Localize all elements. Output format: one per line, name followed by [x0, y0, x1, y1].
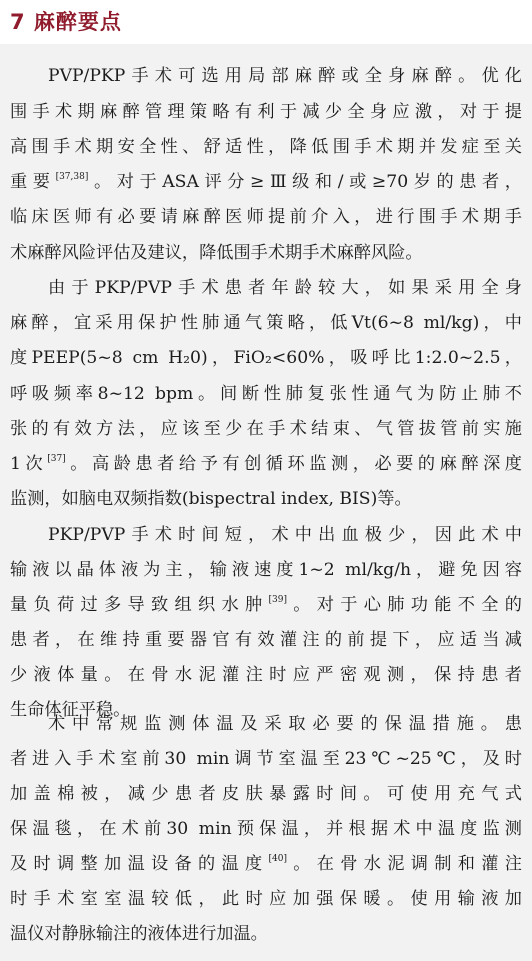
paragraph-3-line-4: 患者，在维持重要器官有效灌注的前提下，应适当减 [10, 630, 522, 650]
paragraph-3-line-1: PKP/PVP手术时间短，术中出血极少，因此术中 [48, 525, 522, 545]
citation-ref: [37,38] [55, 172, 89, 182]
paragraph-1-line-3: 高围手术期安全性、舒适性，降低围手术期并发症至关 [10, 137, 522, 157]
citation-ref: [39] [268, 595, 287, 605]
paragraph-2-line-6: 1次[37]。高龄患者给予有创循环监测，必要的麻醉深度 [10, 454, 522, 474]
section-title: 7 麻醉要点 [10, 10, 122, 34]
citation-ref: [37] [47, 454, 66, 464]
paragraph-4-line-4: 保温毯，在术前30 min预保温，并根据术中温度监测 [10, 819, 522, 839]
paragraph-2-line-1: 由于PKP/PVP手术患者年龄较大，如果采用全身 [48, 278, 522, 298]
paragraph-2-line-3: 度PEEP(5~8 cm H₂0)，FiO₂<60%，吸呼比1:2.0~2.5， [10, 348, 522, 368]
paragraph-3-line-3: 量负荷过多导致组织水肿[39]。对于心肺功能不全的 [10, 595, 522, 615]
paragraph-2-line-4: 呼吸频率8~12 bpm。间断性肺复张性通气为防止肺不 [10, 384, 522, 404]
paragraph-3-line-5: 少液体量。在骨水泥灌注时应严密观测，保持患者 [10, 665, 522, 685]
paragraph-4-line-1: 术中常规监测体温及采取必要的保温措施。患 [48, 714, 522, 734]
paragraph-2-line-2: 麻醉，宜采用保护性肺通气策略，低Vt(6~8 ml/kg)，中 [10, 313, 522, 333]
paragraph-4-line-5: 及时调整加温设备的温度[40]。在骨水泥调制和灌注 [10, 854, 522, 874]
paragraph-1-line-1: PVP/PKP手术可选用局部麻醉或全身麻醉。优化 [48, 66, 522, 86]
paragraph-4-line-2: 者进入手术室前30 min调节室温至23℃~25℃，及时 [10, 749, 522, 769]
paragraph-3-line-2: 输液以晶体液为主，输液速度1~2 ml/kg/h，避免因容 [10, 560, 522, 580]
paragraph-1-line-4: 重要[37,38]。对于ASA评分≥Ⅲ级和/或≥70岁的患者， [10, 172, 522, 192]
paragraph-3-line-6: 生命体征平稳。 [10, 700, 131, 720]
paragraph-4-line-3: 加盖棉被，减少患者皮肤暴露时间。可使用充气式 [10, 784, 522, 804]
paragraph-2-line-7: 监测，如脑电双频指数(bispectral index, BIS)等。 [10, 489, 412, 509]
paragraph-1-line-6: 术麻醉风险评估及建议，降低围手术期手术麻醉风险。 [10, 243, 423, 263]
section-header [0, 0, 532, 44]
paragraph-1-line-5: 临床医师有必要请麻醉医师提前介入，进行围手术期手 [10, 207, 522, 227]
paragraph-4-line-6: 时手术室室温较低，此时应加强保暖。使用输液加 [10, 889, 522, 909]
paragraph-4-line-7: 温仪对静脉输注的液体进行加温。 [10, 924, 268, 944]
citation-ref: [40] [268, 854, 287, 864]
paragraph-1-line-2: 围手术期麻醉管理策略有利于减少全身应激，对于提 [10, 102, 522, 122]
paragraph-2-line-5: 张的有效方法，应该至少在手术结束、气管拔管前实施 [10, 419, 522, 439]
